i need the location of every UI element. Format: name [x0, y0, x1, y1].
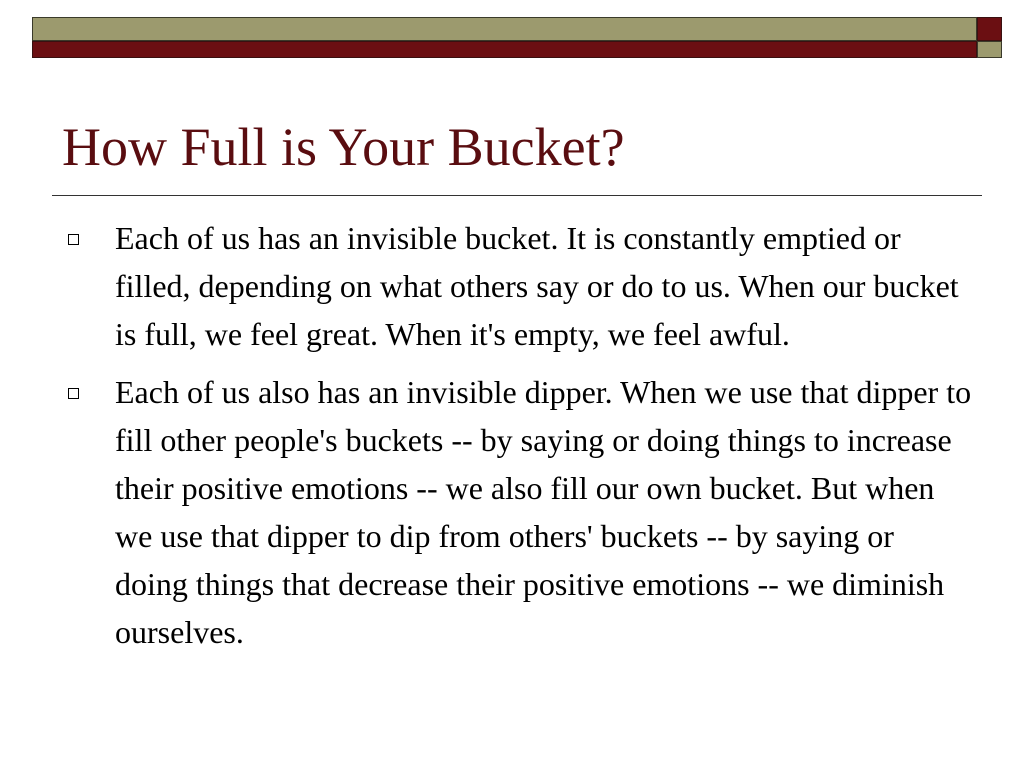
bullet-text: Each of us has an invisible bucket. It is constantly emptied or filled, depending on what others say or do to us. When our bucket is full, we feel great. When it's empty, we feel awful. [115, 220, 959, 352]
bullet-item [62, 214, 972, 358]
header-bar-maroon [32, 41, 977, 58]
slide-title: How Full is Your Bucket? [62, 117, 625, 177]
header-bar-olive [32, 17, 977, 41]
hollow-square-bullet-icon [68, 388, 79, 399]
header-corner-olive [977, 41, 1002, 58]
header-corner-maroon [977, 17, 1002, 41]
title-divider [52, 195, 982, 196]
bullet-list [62, 214, 972, 666]
hollow-square-bullet-icon [68, 234, 79, 245]
bullet-text: Each of us also has an invisible dipper. When we use that dipper to fill other people's buckets -- by saying or doing things to increase their positive emotions -- we also fill our own bucket. But when we use that dipper to dip from others' buckets -- by saying or doing things that decrease their positive emotions -- we diminish ourselves. [115, 374, 972, 650]
bullet-item [62, 368, 972, 656]
